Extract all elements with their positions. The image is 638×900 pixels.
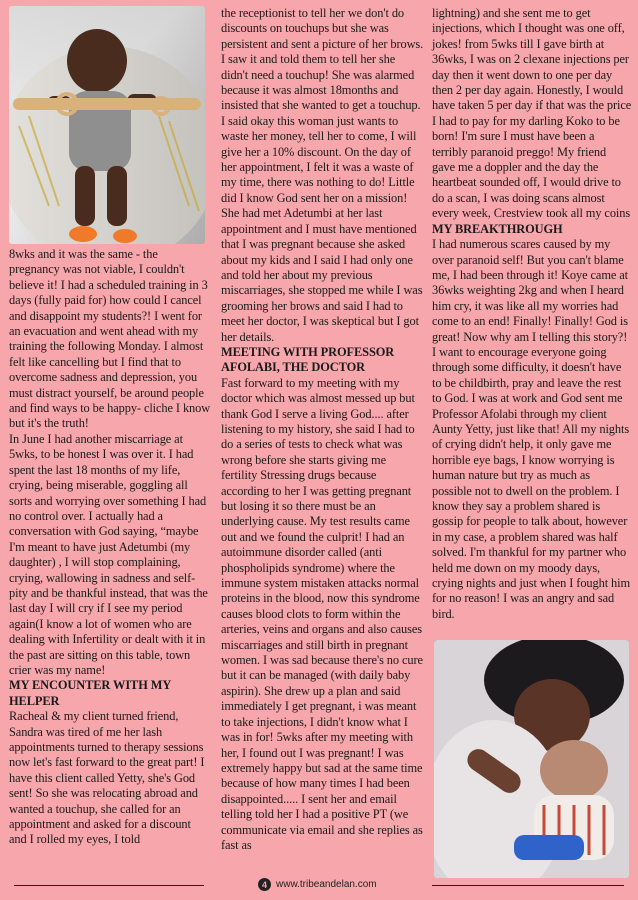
mother-with-babies-photo <box>434 640 629 878</box>
footer-rule-right <box>432 885 624 886</box>
section-heading: MEETING WITH PROFESSOR AFOLABI, THE DOCTOR <box>221 344 395 375</box>
website-link[interactable]: www.tribeandelan.com <box>276 879 377 890</box>
footer-rule-left <box>14 885 204 886</box>
article-column-2 <box>221 6 424 853</box>
baby-photo <box>9 6 205 244</box>
paragraph: Racheal & my client turned friend, Sandra was tired of me her lash appointments turned to therapy sessions now let's fast forward to the great part! I have this client called Yetty, she's God sent! So she was relocating abroad and wanted a touchup, she called for an appointment and asked for a discount and I rolled my eyes, I told <box>9 709 205 847</box>
mother-illustration <box>434 640 629 878</box>
page-number: 4 <box>258 878 271 891</box>
paragraph: the receptionist to tell her we don't do discounts on touchups but she was persistent and sent a picture of her brows. I saw it and told them to tell her she didn't need a touchup! She was alarmed because it was almost 18months and insisted that she wanted to get a touchup. I said okay this woman just wants to waste her money, tell her to come, I will give her a 10% discount. On the day of her appointment, I felt it was a waste of my time, there was nothing to do! Little did I know God sent her on a mission! She had met Adetumbi at her last appointment and I must have mentioned that I was pregnant because she asked about my kids and I said I had only one and told her about my previous miscarriages, she stopped me while I was grooming her brows and said I had to meet her doctor, I was skeptical but I got her details. <box>221 6 424 344</box>
article-column-3 <box>432 6 632 622</box>
paragraph: In June I had another miscarriage at 5wks, to be honest I was over it. I had spent the last 18 months of my life, crying, being miserable, goggling all sorts and worrying over something I had no control over. I actually had a conversation with God saying, “maybe I'm meant to have just Adetumbi (my daughter) , I will stop complaining, crying, wallowing in sadness and self-pity and be thankful instead, that was the last day I will cry if I see my period again(I know a lot of women who are dealing with Infertility or dealt with it in the past are sitting on this table, town crier was my name! <box>9 431 208 677</box>
paragraph: I had numerous scares caused by my over paranoid self! But you can't blame me, I had been through it! Koye came at 36wks weighting 2kg and when I heard him cry, it was like all my worries had come to an end! Finally! Finally! God is great! Now why am I telling this story?! I want to encourage everyone going through some difficulty, it doesn't have to be childbirth, pray and leave the rest to God. I was at work and God sent me Professor Afolabi through my client Aunty Yetty, just like that! All my nights of crying didn't help, it only gave me horrible eye bags, I know worrying is human nature but try as much as possible not to dwell on the problem. I know they say a problem shared is gossip for people to talk about, however in my case, a problem shared was half solved. I'm thankful for my partner who held me down on my moody days, crying nights and just when I fought him for no reason! I was an angry and sad bird. <box>432 237 631 621</box>
baby-illustration <box>9 6 205 244</box>
article-column-1 <box>9 247 211 848</box>
paragraph: Fast forward to my meeting with my doctor which was almost messed up but thank God I serve a living God.... after listening to my history, she said I had to do a series of tests to check what was wrong before she starts giving me fertility Stressing drugs because according to her I was getting pregnant but losing it so there must be an underlying cause. My test results came out and we found the culprit! I had an autoimmune disorder called (anti phospholipids syndrome) where the immune system mistaken attacks normal proteins in the blood, now this syndrome causes blood clots to form within the arteries, veins and organs and also causes miscarriages and still birth in pregnant women. I was sad because there's no cure but it can be managed (with daily baby aspirin). She drew up a plan and said immediately I get pregnant, i was meant to take injections, I didn't know what I was in for! 5wks after my meeting with her, I found out I was pregnant! I was extremely happy but sad at the same time because of how many times I had been disappointed..... I sent her and email telling told her I had a positive PT (we communicate via email and she replies as fast as <box>221 375 423 852</box>
paragraph: lightning) and she sent me to get injections, which I thought was one off, jokes! from 5wks till I gave birth at 36wks, I was on 2 clexane injections per day then it went down to one per day then 2 per day again. Honestly, I would have taken 5 per day if that was the price I had to pay for my darling Koko to be born! I'm sure I must have been a terribly paranoid preggo! My friend gave me a doppler and the day the heartbeat sounded off, I would drive to do a scan, I was doing scans almost every week, Crestview took all my coins <box>432 6 632 221</box>
section-heading: MY BREAKTHROUGH <box>432 221 563 236</box>
paragraph: 8wks and it was the same - the pregnancy was not viable, I couldn't believe it! I had a scheduled training in 3 days (fully paid for) how could I cancel and disappoint my students?! I went for an evacuation and went ahead with my training the following Monday. I almost felt like cancelling but I find that to overcome sadness and depression, you must distract yourself, be around people and find ways to be happy- cliche I know but it's the truth! <box>9 247 211 431</box>
section-heading: MY ENCOUNTER WITH MY HELPER <box>9 678 171 708</box>
page-footer <box>258 878 377 891</box>
